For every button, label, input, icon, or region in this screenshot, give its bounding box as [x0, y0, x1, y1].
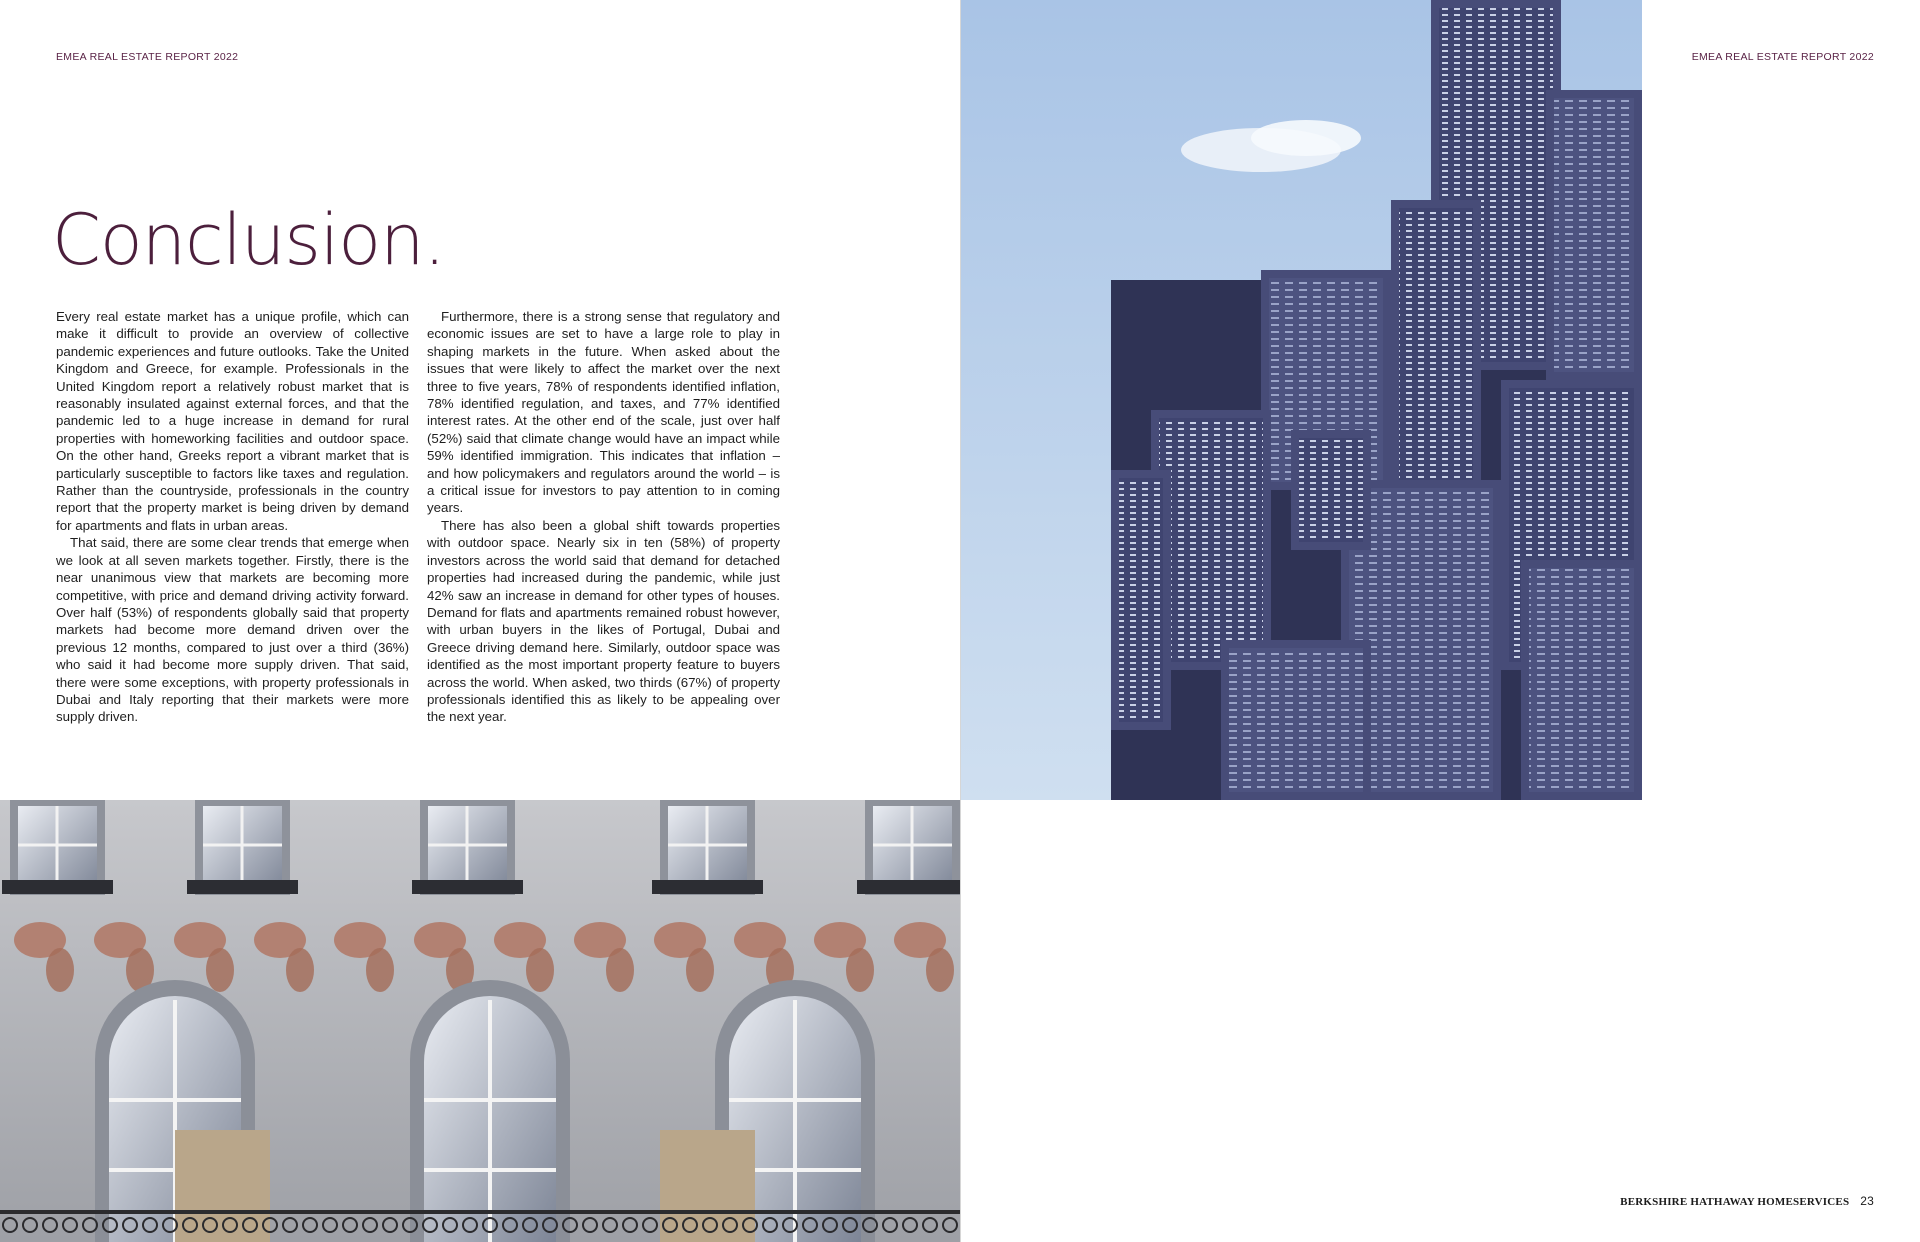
text-column-2	[427, 308, 780, 726]
paragraph: There has also been a global shift towards properties with outdoor space. Nearly six in ten (58%) of property investors across the world said that demand for detached properties had increased during the pandemic, while just 42% saw an increase in demand for other types of houses. Demand for flats and apartments remained robust however, with urban buyers in the likes of Portugal, Dubai and Greece driving demand here. Similarly, outdoor space was identified as the most important property feature to buyers across the world. When asked, two thirds (67%) of property professionals identified this as likely to be appealing over the next year.	[427, 517, 780, 725]
article-title: Conclusion.	[52, 199, 445, 281]
running-header-right: EMEA REAL ESTATE REPORT 2022	[1691, 51, 1874, 63]
text-column-1	[56, 308, 409, 726]
page-footer	[1620, 1194, 1874, 1208]
ornate-facade-photo	[0, 800, 960, 1242]
running-header-left: EMEA REAL ESTATE REPORT 2022	[56, 51, 239, 63]
paragraph: That said, there are some clear trends that emerge when we look at all seven markets together. Firstly, there is the near unanimous view that markets are becoming more competitive, with price and demand driving activity forward. Over half (53%) of respondents globally said that property markets had become more demand driven over the previous 12 months, compared to just over a third (36%) who said it had become more supply driven. That said, there were some exceptions, with property professionals in Dubai and Italy reporting that their markets were more supply driven.	[56, 535, 409, 725]
paragraph: Furthermore, there is a strong sense that regulatory and economic issues are set to have a large role to play in shaping markets in the future. When asked about the issues that were likely to affect the market over the next three to five years, 78% of respondents identified inflation, 78% identified regulation, and taxes, and 77% identified interest rates. At the other end of the scale, just over half (52%) said that climate change would have an impact while 59% identified immigration. This indicates that inflation – and how policymakers and regulators around the world – is a critical issue for investors to pay attention to in coming years.	[427, 309, 780, 516]
footer-brand: BERKSHIRE HATHAWAY HOMESERVICES	[1620, 1196, 1850, 1208]
right-page	[961, 0, 1920, 1242]
modern-building-photo	[961, 0, 1642, 800]
paragraph: Every real estate market has a unique profile, which can make it difficult to provide an overview of collective pandemic experiences and future outlooks. Take the United Kingdom and Greece, for example. Professionals in the United Kingdom report a relatively robust market that is reasonably insulated against external forces, and that the pandemic led to a huge increase in demand for rural properties with homeworking facilities and outdoor space. On the other hand, Greeks report a vibrant market that is particularly susceptible to factors like taxes and regulation. Rather than the countryside, professionals in the country report that the property market is being driven by demand for apartments and flats in urban areas.	[56, 309, 409, 533]
page-number: 23	[1860, 1194, 1874, 1208]
